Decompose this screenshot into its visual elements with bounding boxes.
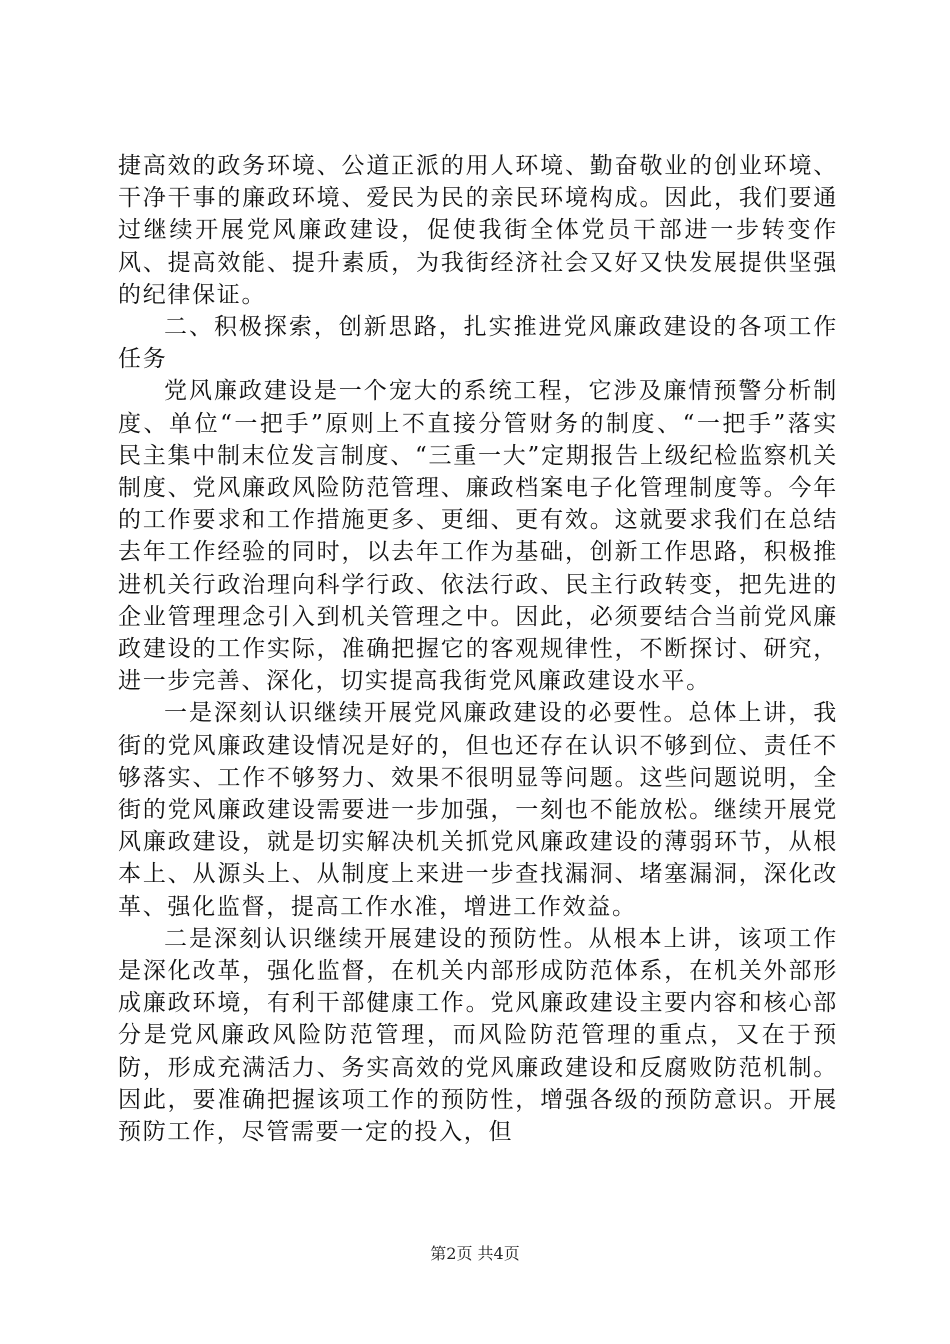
paragraph: 一是深刻认识继续开展党风廉政建设的必要性。总体上讲，我街的党风廉政建设情况是好的，但也还存在认识不够到位、责任不够落实、工作不够努力、效果不很明显等问题。这些问题说明，全街的党风廉政建设需要进一步加强，一刻也不能放松。继续开展党风廉政建设，就是切实解决机关抓党风廉政建设的薄弱环节，从根本上、从源头上、从制度上来进一步查找漏洞、堵塞漏洞，深化改革、强化监督，提高工作水准，增进工作效益。 (118, 700, 838, 920)
paragraph-continuation: 捷高效的政务环境、公道正派的用人环境、勤奋敬业的创业环境、干净干事的廉政环境、爱民为民的亲民环境构成。因此，我们要通过继续开展党风廉政建设，促使我街全体党员干部进一步转变作风、提高效能、提升素质，为我街经济社会又好又快发展提供坚强的纪律保证。 (118, 153, 838, 308)
section-heading: 二、积极探索，创新思路，扎实推进党风廉政建设的各项工作任务 (118, 314, 838, 373)
document-body (118, 150, 838, 1148)
page-footer (0, 1244, 950, 1264)
page-number: 第2页 共4页 (430, 1244, 520, 1263)
paragraph: 党风廉政建设是一个宠大的系统工程，它涉及廉情预警分析制度、单位“一把手”原则上不直接分管财务的制度、“一把手”落实民主集中制末位发言制度、“三重一大”定期报告上级纪检监察机关制度、党风廉政风险防范管理、廉政档案电子化管理制度等。今年的工作要求和工作措施更多、更细、更有效。这就要求我们在总结去年工作经验的同时，以去年工作为基础，创新工作思路，积极推进机关行政治理向科学行政、依法行政、民主行政转变，把先进的企业管理理念引入到机关管理之中。因此，必须要结合当前党风廉政建设的工作实际，准确把握它的客观规律性，不断探讨、研究，进一步完善、深化，切实提高我街党风廉政建设水平。 (118, 378, 838, 695)
paragraph: 二是深刻认识继续开展建设的预防性。从根本上讲，该项工作是深化改革，强化监督，在机关内部形成防范体系，在机关外部形成廉政环境，有利干部健康工作。党风廉政建设主要内容和核心部分是党风廉政风险防范管理，而风险防范管理的重点，又在于预防，形成充满活力、务实高效的党风廉政建设和反腐败防范机制。因此，要准确把握该项工作的预防性，增强各级的预防意识。开展预防工作，尽管需要一定的投入，但 (118, 925, 838, 1146)
